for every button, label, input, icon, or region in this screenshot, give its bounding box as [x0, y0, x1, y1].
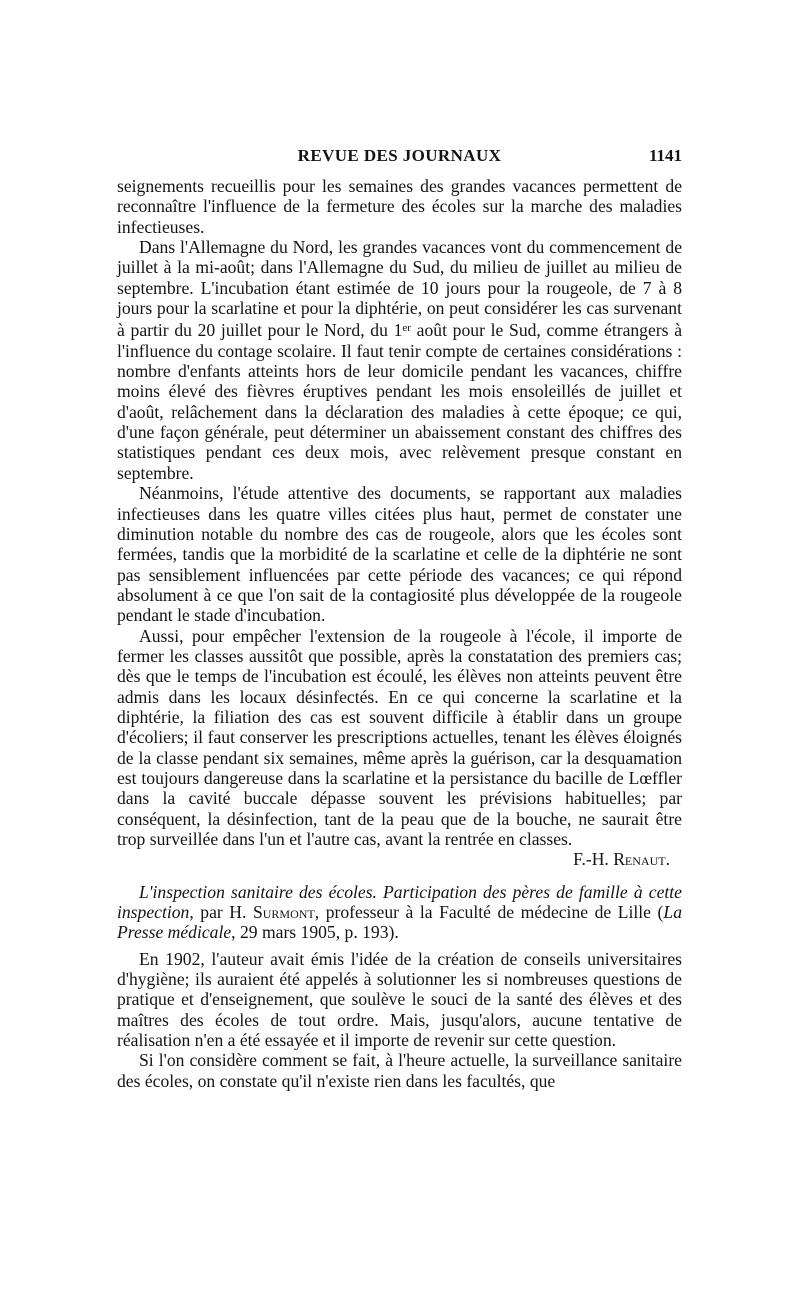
article-title: L'inspection sanitaire des écoles. Participation des pères de famille à cette inspection, — [117, 881, 682, 923]
running-header — [117, 146, 682, 170]
paragraph-neanmoins: Néanmoins, l'étude attentive des documents, se rapportant aux maladies infectieuses dans les quatre villes citées plus haut, permet de constater une diminution notable du nombre des cas de rougeole, alors que les écoles sont fermées, tandis que la morbidité de la scarlatine et celle de la diphtérie ne sont pas sensiblement influencées par cette période des vacances; ce qui répond absolument à ce que l'on sait de la contagiosité plus développée de la rougeole pendant le stade d'incubation. — [117, 483, 682, 626]
paragraph-continued: seignements recueillis pour les semaines des grandes vacances permettent de reconnaître l'influence de la fermeture des écoles sur la marche des maladies infectieuses. — [117, 176, 682, 237]
superscript: er — [402, 322, 411, 335]
running-title: REVUE DES JOURNAUX — [297, 146, 502, 165]
author-signature — [117, 849, 682, 869]
journal-name: La Presse médicale — [117, 902, 682, 943]
paragraph-en-1902: En 1902, l'auteur avait émis l'idée de la création de conseils universitaires d'hygiène; ils auraient été appelés à solutionner les si nombreuses questions de pratique et d'enseignement, que soulève le souci de la santé des élèves et des maîtres des écoles de tout ordre. Mais, jusqu'alors, aucune tentative de réalisation n'en a été essayée et il importe de revenir sur cette question. — [117, 948, 682, 1051]
paragraph-text: Dans l'Allemagne du Nord, les grandes vacances vont du commencement de juillet à la mi-août; dans l'Allemagne du Sud, du milieu de juillet au milieu de septembre. L'incubation étant estimée de 10 jours pour la rougeole, de 7 à 8 jours pour la scarlatine et pour la diphtérie, on peut considérer les cas survenant à partir du 20 juillet pour le Nord, du 1 — [117, 237, 682, 341]
signature-text: F.-H. Renaut. — [573, 849, 670, 870]
article-reference — [117, 882, 682, 943]
reference-affiliation: , professeur à la Faculté de médecine de Lille ( — [314, 902, 664, 923]
paragraph-text: août pour le Sud, comme étrangers à l'influence du contage scolaire. Il faut tenir compte de certaines considérations : nombre d'enfants atteints hors de leur domicile pendant les vacances, chiffre moins élevé des fièvres éruptives pendant les mois ensoleillés de juillet et d'août, relâchement dans la déclaration des maladies à cette époque; ce qui, d'une façon générale, peut déterminer un abaissement constant des chiffres des statistiques pendant ces deux mois, avec relèvement presque constant en septembre. — [117, 320, 683, 483]
article-author: Surmont — [252, 902, 315, 923]
paragraph-si-lon: Si l'on considère comment se fait, à l'heure actuelle, la surveillance sanitaire des écoles, on constate qu'il n'existe rien dans les facultés, que — [117, 1050, 682, 1091]
page-number: 1141 — [648, 146, 682, 165]
reference-date: , 29 mars 1905, p. 193). — [231, 922, 399, 943]
paragraph-vacances — [117, 237, 682, 483]
article-body — [117, 176, 682, 1091]
reference-by: par H. — [193, 902, 253, 923]
paragraph-aussi: Aussi, pour empêcher l'extension de la rougeole à l'école, il importe de fermer les classes aussitôt que possible, après la constatation des premiers cas; dès que le temps de l'incubation est écoulé, les élèves non atteints peuvent être admis dans les locaux désinfectés. En ce qui concerne la scarlatine et la diphtérie, la filiation des cas est souvent difficile à établir dans un groupe d'écoliers; il faut conserver les prescriptions actuelles, tenant les élèves éloignés de la classe pendant six semaines, même après la guérison, car la desquamation est toujours dangereuse dans la scarlatine et la persistance du bacille de Lœffler dans la cavité buccale dépasse souvent les prévisions habituelles; par conséquent, la désinfection, tant de la peau que de la bouche, ne saurait être trop surveillée dans l'un et l'autre cas, avant la rentrée en classes. — [117, 625, 682, 849]
